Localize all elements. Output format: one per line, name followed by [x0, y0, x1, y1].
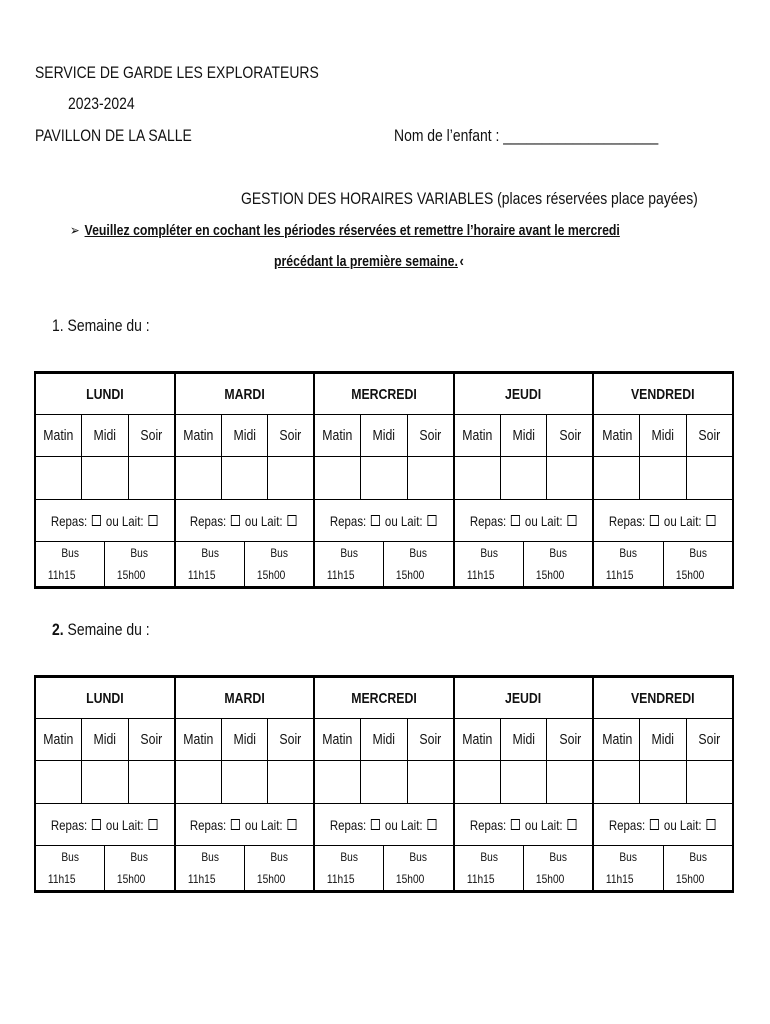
- period-header: [221, 719, 268, 761]
- bus-option-11h15[interactable]: [176, 846, 245, 890]
- bus-time: 15h00: [256, 872, 286, 886]
- bus-time: 15h00: [396, 568, 425, 582]
- repas-label: Repas:: [609, 512, 646, 529]
- bus-option-15h00[interactable]: [524, 542, 592, 586]
- meal-options: [35, 500, 175, 542]
- repas-checkbox[interactable]: [371, 819, 380, 830]
- period-checkbox-cell[interactable]: [500, 761, 547, 804]
- period-checkbox-cell[interactable]: [128, 761, 175, 804]
- period-label: Midi: [93, 731, 117, 748]
- day-header-mardi: [175, 373, 315, 415]
- period-checkbox-cell[interactable]: [175, 457, 222, 500]
- period-checkbox-cell[interactable]: [407, 761, 454, 804]
- period-header: [686, 415, 733, 457]
- period-label: Soir: [558, 731, 581, 748]
- bus-option-11h15[interactable]: [455, 542, 524, 586]
- bus-time: 15h00: [117, 872, 146, 886]
- lait-label: Lait:: [540, 512, 563, 529]
- bus-label: Bus: [200, 850, 219, 864]
- period-checkbox-cell[interactable]: [268, 457, 315, 500]
- period-header: [268, 719, 315, 761]
- lait-checkbox[interactable]: [288, 515, 297, 526]
- period-label: Matin: [322, 427, 353, 444]
- repas-label: Repas:: [329, 816, 367, 833]
- period-header: [454, 415, 501, 457]
- page-title: [241, 189, 770, 209]
- bus-options: [593, 846, 733, 892]
- week-2-schedule-table: [34, 675, 734, 893]
- bus-options: [314, 542, 454, 588]
- ou-label: ou: [245, 512, 259, 529]
- bus-label: Bus: [480, 546, 498, 560]
- period-header: [175, 719, 222, 761]
- repas-checkbox[interactable]: [231, 819, 240, 830]
- lait-label: Lait:: [400, 816, 423, 833]
- bus-label: Bus: [480, 850, 498, 864]
- repas-checkbox[interactable]: [511, 819, 520, 830]
- period-checkbox-cell[interactable]: [500, 457, 547, 500]
- period-checkbox-cell[interactable]: [314, 457, 361, 500]
- week-1-label: [52, 316, 171, 336]
- bus-time: 11h15: [466, 568, 495, 582]
- repas-checkbox[interactable]: [511, 515, 520, 526]
- period-label: Matin: [322, 731, 353, 748]
- period-label: Soir: [140, 427, 163, 444]
- period-label: Soir: [279, 427, 302, 444]
- period-label: Midi: [233, 427, 256, 444]
- period-label: Soir: [558, 427, 581, 444]
- repas-label: Repas:: [50, 512, 88, 529]
- ou-label: ou: [524, 816, 538, 833]
- period-label: Matin: [183, 731, 214, 748]
- period-checkbox-cell[interactable]: [314, 761, 361, 804]
- bus-label: Bus: [61, 546, 79, 560]
- bus-label: Bus: [689, 850, 707, 864]
- service-name: [35, 63, 381, 83]
- day-header-mardi: [175, 677, 315, 719]
- period-checkbox-cell[interactable]: [454, 457, 501, 500]
- bus-label: Bus: [61, 850, 79, 864]
- instructions-text-2: précédant la première semaine.: [274, 253, 458, 270]
- period-checkbox-cell[interactable]: [407, 457, 454, 500]
- bus-label: Bus: [549, 850, 568, 864]
- lait-label: Lait:: [400, 512, 423, 529]
- bus-label: Bus: [270, 850, 288, 864]
- bus-option-15h00[interactable]: [105, 542, 173, 586]
- school-year: [68, 94, 149, 114]
- period-header: [221, 415, 268, 457]
- school-year-text: 2023-2024: [68, 94, 135, 113]
- bus-time: 11h15: [187, 568, 216, 582]
- week-1-text: Semaine du :: [67, 316, 150, 335]
- period-label: Soir: [698, 427, 721, 444]
- arrow-bullet-icon: ➢: [70, 222, 80, 238]
- bus-options: [314, 846, 454, 892]
- bus-label: Bus: [340, 850, 359, 864]
- bus-time: 15h00: [675, 872, 704, 886]
- repas-label: Repas:: [50, 816, 88, 833]
- meal-options: [454, 500, 594, 542]
- period-checkbox-cell[interactable]: [686, 457, 733, 500]
- bus-label: Bus: [619, 850, 638, 864]
- page-title-text: GESTION DES HORAIRES VARIABLES (places réservées place payées): [241, 189, 698, 208]
- period-checkbox-cell[interactable]: [547, 761, 594, 804]
- ou-label: ou: [245, 816, 259, 833]
- period-header: [314, 415, 361, 457]
- period-header: [361, 415, 408, 457]
- bus-time: 15h00: [536, 872, 565, 886]
- day-label: JEUDI: [505, 385, 542, 403]
- bus-option-11h15[interactable]: [594, 846, 663, 890]
- period-checkbox-cell[interactable]: [686, 761, 733, 804]
- bus-option-15h00[interactable]: [384, 846, 452, 890]
- period-header: [128, 415, 175, 457]
- repas-label: Repas:: [609, 816, 646, 833]
- meal-options: [454, 804, 594, 846]
- bus-option-15h00[interactable]: [245, 846, 313, 890]
- bus-time: 11h15: [466, 872, 495, 886]
- bus-label: Bus: [130, 850, 149, 864]
- period-label: Matin: [183, 427, 214, 444]
- ou-label: ou: [664, 512, 677, 529]
- period-checkbox-cell[interactable]: [221, 457, 268, 500]
- bus-option-11h15[interactable]: [36, 846, 105, 890]
- repas-checkbox[interactable]: [92, 819, 101, 830]
- period-header: [407, 719, 454, 761]
- repas-checkbox[interactable]: [231, 515, 240, 526]
- period-label: Soir: [140, 731, 163, 748]
- period-header: [175, 415, 222, 457]
- day-header-vendredi: [593, 373, 733, 415]
- ou-label: ou: [105, 512, 119, 529]
- pavillon: [35, 126, 226, 146]
- bus-time: 15h00: [536, 568, 565, 582]
- period-checkbox-cell[interactable]: [454, 761, 501, 804]
- lait-label: Lait:: [261, 512, 284, 529]
- day-header-jeudi: [454, 677, 594, 719]
- period-header: [35, 415, 82, 457]
- lait-label: Lait:: [680, 816, 702, 833]
- meal-options: [175, 500, 315, 542]
- bus-option-11h15[interactable]: [315, 846, 384, 890]
- day-label: LUNDI: [85, 689, 124, 707]
- period-checkbox-cell[interactable]: [82, 761, 129, 804]
- day-header-jeudi: [454, 373, 594, 415]
- bus-option-15h00[interactable]: [524, 846, 592, 890]
- period-header: [268, 415, 315, 457]
- day-label: VENDREDI: [631, 385, 695, 403]
- period-header: [82, 719, 129, 761]
- day-label: JEUDI: [505, 689, 542, 707]
- repas-label: Repas:: [469, 816, 506, 833]
- repas-checkbox[interactable]: [650, 515, 659, 526]
- period-label: Matin: [601, 427, 632, 444]
- bus-option-11h15[interactable]: [36, 542, 105, 586]
- period-label: Soir: [698, 731, 721, 748]
- repas-label: Repas:: [190, 512, 227, 529]
- ou-label: ou: [105, 816, 119, 833]
- period-label: Midi: [93, 427, 117, 444]
- week-1-number: 1.: [52, 316, 64, 335]
- bus-option-15h00[interactable]: [384, 542, 452, 586]
- meal-options: [314, 500, 454, 542]
- period-label: Matin: [601, 731, 632, 748]
- period-checkbox-cell[interactable]: [268, 761, 315, 804]
- period-label: Soir: [419, 731, 442, 748]
- bus-label: Bus: [689, 546, 707, 560]
- lait-checkbox[interactable]: [567, 819, 576, 830]
- day-label: MARDI: [224, 385, 265, 403]
- bus-option-11h15[interactable]: [176, 542, 245, 586]
- period-checkbox-cell[interactable]: [361, 457, 408, 500]
- period-header: [640, 719, 687, 761]
- week-2-text: Semaine du :: [67, 620, 150, 639]
- period-header: [640, 415, 687, 457]
- week-1-schedule-table: [34, 371, 734, 589]
- day-label: MARDI: [224, 689, 265, 707]
- bus-label: Bus: [549, 546, 568, 560]
- period-label: Midi: [512, 427, 535, 444]
- lait-label: Lait:: [121, 816, 144, 833]
- day-header-vendredi: [593, 677, 733, 719]
- period-checkbox-cell[interactable]: [547, 457, 594, 500]
- repas-label: Repas:: [469, 512, 506, 529]
- period-label: Midi: [512, 731, 535, 748]
- period-header: [454, 719, 501, 761]
- period-label: Midi: [372, 731, 396, 748]
- lait-label: Lait:: [540, 816, 563, 833]
- period-header: [407, 415, 454, 457]
- meal-options: [314, 804, 454, 846]
- bus-option-15h00[interactable]: [105, 846, 173, 890]
- period-header: [82, 415, 129, 457]
- period-checkbox-cell[interactable]: [593, 761, 640, 804]
- child-name-field[interactable]: [394, 126, 716, 146]
- period-checkbox-cell[interactable]: [221, 761, 268, 804]
- bus-label: Bus: [409, 850, 428, 864]
- lait-checkbox[interactable]: [427, 515, 436, 526]
- bus-time: 15h00: [256, 568, 286, 582]
- bus-options: [593, 542, 733, 588]
- meal-options: [593, 804, 733, 846]
- lait-label: Lait:: [121, 512, 144, 529]
- ou-label: ou: [524, 512, 538, 529]
- repas-checkbox[interactable]: [650, 819, 659, 830]
- ou-label: ou: [664, 816, 677, 833]
- bus-option-15h00[interactable]: [664, 542, 732, 586]
- bus-options: [35, 542, 175, 588]
- bus-time: 11h15: [327, 872, 355, 886]
- instructions-line-1: [70, 222, 741, 239]
- period-header: [314, 719, 361, 761]
- bus-time: 11h15: [606, 872, 634, 886]
- child-name-label: Nom de l’enfant : ____________________: [394, 126, 659, 145]
- period-checkbox-cell[interactable]: [640, 761, 687, 804]
- day-header-lundi: [35, 373, 175, 415]
- period-header: [686, 719, 733, 761]
- day-label: LUNDI: [85, 385, 124, 403]
- bus-label: Bus: [340, 546, 359, 560]
- period-header: [361, 719, 408, 761]
- end-mark-icon: ‹: [459, 253, 464, 270]
- day-header-lundi: [35, 677, 175, 719]
- period-label: Matin: [43, 731, 74, 748]
- period-label: Soir: [419, 427, 442, 444]
- meal-options: [593, 500, 733, 542]
- period-header: [35, 719, 82, 761]
- lait-label: Lait:: [261, 816, 284, 833]
- bus-label: Bus: [409, 546, 428, 560]
- day-label: MERCREDI: [351, 385, 417, 403]
- period-checkbox-cell[interactable]: [35, 761, 82, 804]
- day-header-mercredi: [314, 677, 454, 719]
- bus-option-11h15[interactable]: [594, 542, 663, 586]
- period-checkbox-cell[interactable]: [35, 457, 82, 500]
- bus-label: Bus: [270, 546, 288, 560]
- period-checkbox-cell[interactable]: [175, 761, 222, 804]
- period-label: Midi: [372, 427, 396, 444]
- day-header-mercredi: [314, 373, 454, 415]
- period-checkbox-cell[interactable]: [593, 457, 640, 500]
- bus-option-15h00[interactable]: [245, 542, 313, 586]
- ou-label: ou: [384, 512, 398, 529]
- period-header: [500, 415, 547, 457]
- bus-option-11h15[interactable]: [315, 542, 384, 586]
- bus-options: [454, 846, 594, 892]
- period-label: Matin: [462, 427, 493, 444]
- period-label: Midi: [651, 731, 675, 748]
- lait-checkbox[interactable]: [288, 819, 297, 830]
- period-label: Midi: [651, 427, 675, 444]
- period-label: Midi: [233, 731, 256, 748]
- period-header: [593, 415, 640, 457]
- period-label: Matin: [462, 731, 493, 748]
- lait-checkbox[interactable]: [427, 819, 436, 830]
- bus-options: [175, 542, 315, 588]
- lait-checkbox[interactable]: [707, 515, 716, 526]
- bus-options: [35, 846, 175, 892]
- bus-label: Bus: [200, 546, 219, 560]
- repas-label: Repas:: [329, 512, 367, 529]
- bus-time: 11h15: [606, 568, 634, 582]
- bus-time: 11h15: [327, 568, 355, 582]
- period-header: [547, 415, 594, 457]
- repas-label: Repas:: [190, 816, 227, 833]
- bus-time: 11h15: [47, 872, 76, 886]
- period-label: Soir: [279, 731, 302, 748]
- bus-time: 15h00: [675, 568, 704, 582]
- period-header: [547, 719, 594, 761]
- pavillon-text: PAVILLON DE LA SALLE: [35, 126, 192, 145]
- period-header: [593, 719, 640, 761]
- bus-time: 15h00: [396, 872, 425, 886]
- bus-option-11h15[interactable]: [455, 846, 524, 890]
- lait-checkbox[interactable]: [567, 515, 576, 526]
- day-label: VENDREDI: [631, 689, 695, 707]
- period-label: Matin: [43, 427, 74, 444]
- bus-option-15h00[interactable]: [664, 846, 732, 890]
- bus-time: 11h15: [187, 872, 216, 886]
- bus-time: 11h15: [47, 568, 76, 582]
- period-checkbox-cell[interactable]: [128, 457, 175, 500]
- bus-label: Bus: [619, 546, 638, 560]
- period-checkbox-cell[interactable]: [82, 457, 129, 500]
- period-checkbox-cell[interactable]: [640, 457, 687, 500]
- bus-time: 15h00: [117, 568, 146, 582]
- lait-checkbox[interactable]: [148, 515, 157, 526]
- lait-checkbox[interactable]: [707, 819, 716, 830]
- meal-options: [35, 804, 175, 846]
- bus-options: [175, 846, 315, 892]
- repas-checkbox[interactable]: [371, 515, 380, 526]
- service-name-text: SERVICE DE GARDE LES EXPLORATEURS: [35, 63, 319, 82]
- day-label: MERCREDI: [351, 689, 417, 707]
- lait-label: Lait:: [680, 512, 702, 529]
- period-header: [128, 719, 175, 761]
- repas-checkbox[interactable]: [92, 515, 101, 526]
- instructions-line-2: [274, 253, 506, 271]
- bus-label: Bus: [130, 546, 149, 560]
- week-2-number: 2.: [52, 620, 64, 639]
- period-checkbox-cell[interactable]: [361, 761, 408, 804]
- week-2-label: [52, 620, 171, 640]
- period-header: [500, 719, 547, 761]
- meal-options: [175, 804, 315, 846]
- bus-options: [454, 542, 594, 588]
- lait-checkbox[interactable]: [148, 819, 157, 830]
- ou-label: ou: [384, 816, 398, 833]
- instructions-text-1: Veuillez compléter en cochant les périodes réservées et remettre l’horaire avant le mercredi: [84, 222, 620, 239]
